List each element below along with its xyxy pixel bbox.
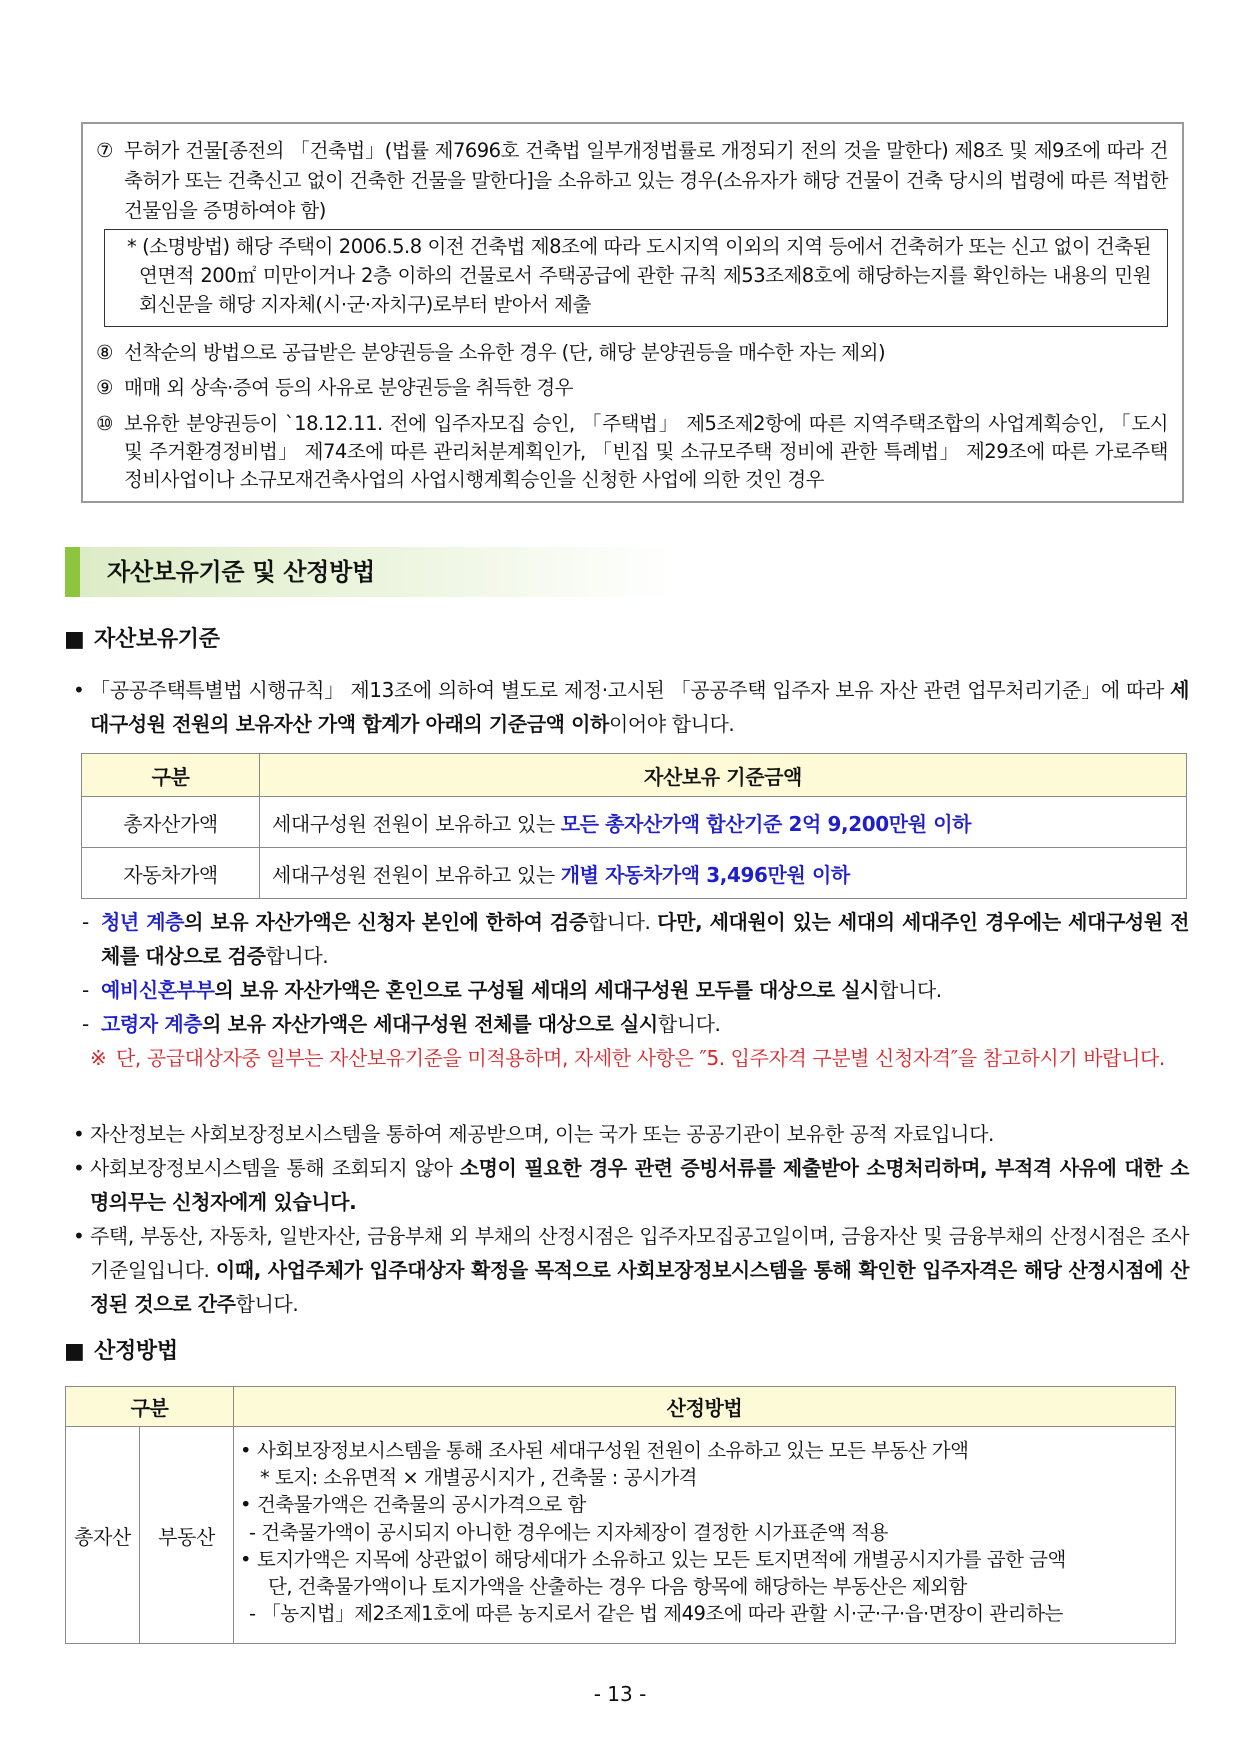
table-row (82, 797, 1187, 848)
note-text: 합니다. (879, 978, 942, 1002)
heading-text: 산정방법 (94, 1339, 178, 1364)
method-line (234, 1464, 1161, 1491)
method-line (234, 1491, 1161, 1518)
proof-method-note (104, 229, 1168, 327)
bullet-text: 자산정보는 사회보장정보시스템을 통하여 제공받으며, 이는 국가 또는 공공기관이 보유한 공적 자료입니다. (90, 1122, 994, 1146)
group-name: 고령자 계층 (101, 1012, 203, 1036)
bullet-emphasis: 소명이 필요한 경우 관련 증빙서류를 제출받아 소명처리하며, 부적격 사유에 대한 소명의무는 신청자에게 있습니다. (90, 1156, 1190, 1214)
item-number: ⑨ (96, 376, 113, 399)
method-text: - 건축물가액이 공시되지 아니한 경우에는 지자체장이 결정한 시가표준액 적용 (249, 1520, 888, 1544)
note-emphasis: 의 보유 자산가액은 신청자 본인에 한하여 검증 (184, 910, 588, 934)
intro-text-end: 이어야 합니다. (608, 712, 735, 736)
section-title: 자산보유기준 및 산정방법 (107, 558, 375, 586)
bullet-marker: • (73, 678, 85, 702)
group-name: 청년 계층 (101, 910, 185, 934)
bullet-marker: • (73, 1224, 85, 1248)
method-text: - 「농지법」제2조제1호에 따른 농지로서 같은 법 제49조에 따라 관할 시·군·구·읍·면장이 관리하는 (249, 1602, 1063, 1626)
list-item (73, 1219, 1189, 1321)
method-text: 토지가액은 지목에 상관없이 해당세대가 소유하고 있는 모든 토지면적에 개별공시지가를 곱한 금액 (257, 1547, 1066, 1571)
group-notes (73, 905, 1189, 1075)
method-line (234, 1600, 1161, 1627)
note-text: 합니다. (587, 910, 658, 934)
header-method: 산정방법 (234, 1387, 1176, 1427)
exception-item-7 (96, 136, 1168, 226)
row-value (260, 848, 1187, 899)
calculation-heading (64, 1336, 178, 1368)
item-text: 매매 외 상속·증여 등의 사유로 분양권등을 취득한 경우 (124, 376, 574, 399)
asset-criteria-table (81, 753, 1187, 899)
note-emphasis: 의 보유 자산가액은 세대구성원 전체를 대상으로 실시 (202, 1012, 658, 1036)
item-text: 선착순의 방법으로 공급받은 분양권등을 소유한 경우 (단, 해당 분양권등을 매수한 자는 제외) (124, 341, 886, 364)
remark-text: 단, 공급대상자중 일부는 자산보유기준을 미적용하며, 자세한 사항은 ″5. 입주자격 구분별 신청자격″을 참고하시기 바랍니다. (116, 1046, 1165, 1070)
method-line (234, 1437, 1161, 1464)
row-value-prefix: 세대구성원 전원이 보유하고 있는 (272, 811, 561, 836)
intro-emphasis: 세대구성원 전원의 보유자산 가액 합계가 아래의 기준금액 이하 (90, 678, 1189, 736)
note-youth (73, 905, 1189, 973)
bullet-text-end: 합니다. (235, 1292, 299, 1316)
exception-item-8 (96, 338, 1168, 368)
bullet-marker: • (73, 1122, 85, 1146)
method-text: 단, 건축물가액이나 토지가액을 산출하는 경우 다음 항목에 해당하는 부동산은 제외함 (268, 1575, 967, 1599)
square-bullet-icon: ■ (64, 627, 85, 652)
section-accent-bar (65, 547, 80, 597)
dash-marker: - (82, 910, 89, 934)
bullet-marker: • (240, 1493, 252, 1517)
row-value-amount: 개별 자동차가액 3,496만원 이하 (560, 862, 850, 887)
subcategory-cell: 부동산 (140, 1427, 234, 1644)
note-elderly (73, 1007, 1189, 1041)
page-number: - 13 - (593, 1682, 647, 1706)
heading-text: 자산보유기준 (94, 627, 220, 652)
note-text: 합니다. (265, 944, 329, 968)
bullet-emphasis: 이때, 사업주체가 입주대상자 확정을 목적으로 사회보장정보시스템을 통해 확인한 입주자격은 해당 산정시점에 산정된 것으로 간주 (90, 1258, 1189, 1316)
dash-marker: - (82, 1012, 89, 1036)
table-row (66, 1427, 1176, 1644)
method-text: 건축물가액은 건축물의 공시가격으로 함 (257, 1493, 586, 1517)
row-label: 자동차가액 (82, 848, 260, 899)
exemption-remark (73, 1041, 1189, 1075)
list-item (73, 1117, 1189, 1151)
table-header-row (82, 754, 1187, 797)
square-bullet-icon: ■ (64, 1339, 85, 1364)
bullet-marker: • (73, 1156, 85, 1180)
method-line (234, 1573, 1161, 1600)
item-text: 무허가 건물[종전의 「건축법」(법률 제7696호 건축법 일부개정법률로 개정되기 전의 것을 말한다) 제8조 및 제9조에 따라 건축허가 또는 건축신고 없이 건축한 건물을 말한다]을 소유하고 있는 경우(소유자가 해당 건물이 건축 당시의 법령에 따른 적법한 건물임을 증명하여야 함) (124, 139, 1168, 222)
header-category: 구분 (82, 754, 260, 797)
exception-items-box (81, 122, 1184, 503)
method-line (234, 1519, 1161, 1546)
asset-criteria-heading (64, 624, 220, 656)
note-text: 합니다. (657, 1012, 721, 1036)
table-header-row (66, 1387, 1176, 1427)
note-emphasis: 다만, 세대원이 있는 세대의 세대주인 경우에는 세대구성원 전체를 대상으로 검증 (101, 910, 1190, 968)
row-value (260, 797, 1187, 848)
bullet-marker: • (240, 1547, 252, 1571)
asset-info-bullets (73, 1117, 1189, 1321)
group-name: 예비신혼부부 (101, 978, 215, 1002)
item-number: ⑦ (96, 139, 113, 162)
bullet-text: 사회보장정보시스템을 통해 조회되지 않아 (90, 1156, 460, 1180)
intro-text: 「공공주택특별법 시행규칙」 제13조에 의하여 별도로 제정·고시된 「공공주택 입주자 보유 자산 관련 업무처리기준」에 따라 (90, 678, 1171, 702)
bullet-marker: • (240, 1439, 252, 1462)
table-row (82, 848, 1187, 899)
method-line (234, 1546, 1161, 1573)
item-number: ⑩ (96, 412, 113, 435)
row-label: 총자산가액 (82, 797, 260, 848)
header-threshold: 자산보유 기준금액 (260, 754, 1187, 797)
calculation-table (65, 1386, 1176, 1644)
exception-item-9 (96, 373, 1168, 403)
bullet-text: 주택, 부동산, 자동차, 일반자산, 금융부채 외 부채의 산정시점은 입주자모집공고일이며, 금융자산 및 금융부채의 산정시점은 조사기준일입니다. (90, 1224, 1189, 1282)
asset-criteria-intro (73, 673, 1189, 741)
item-text: 보유한 분양권등이 `18.12.11. 전에 입주자모집 승인, 「주택법」 제5조제2항에 따른 지역주택조합의 사업계획승인, 「도시 및 주거환경정비법」 제74조에 따른 관리처분계획인가, 「빈집 및 소규모주택 정비에 관한 특례법」 제29조에 따른 가로주택정비사업이나 소규모재건축사업의 사업시행계획승인을 신청한 사업에 의한 것인 경우 (124, 412, 1168, 491)
note-text: * (소명방법) 해당 주택이 2006.5.8 이전 건축법 제8조에 따라 도시지역 이외의 지역 등에서 건축허가 또는 신고 없이 건축된 연면적 200㎡ 미만이거나 2층 이하의 건물로서 주택공급에 관한 규칙 제53조제8호에 해당하는지를 확인하는 내용의 민원회신문을 해당 지자체(시·군·자치구)로부터 받아서 제출 (127, 235, 1151, 316)
header-category: 구분 (66, 1387, 234, 1427)
category-cell: 총자산 (66, 1427, 140, 1644)
method-cell (234, 1427, 1176, 1644)
intro-bullet (73, 673, 1189, 741)
section-header (65, 547, 674, 597)
row-value-prefix: 세대구성원 전원이 보유하고 있는 (272, 862, 561, 887)
dash-marker: - (82, 978, 89, 1002)
reference-mark-icon: ※ (90, 1046, 107, 1070)
exception-item-10 (96, 410, 1168, 494)
method-text: * 토지: 소유면적 × 개별공시지가 , 건축물 : 공시가격 (260, 1466, 697, 1490)
list-item (73, 1151, 1189, 1219)
row-value-amount: 모든 총자산가액 합산기준 2억 9,200만원 이하 (560, 811, 972, 836)
method-text: 사회보장정보시스템을 통해 조사된 세대구성원 전원이 소유하고 있는 모든 부동산 가액 (257, 1439, 969, 1462)
note-emphasis: 의 보유 자산가액은 혼인으로 구성될 세대의 세대구성원 모두를 대상으로 실시 (214, 978, 880, 1002)
item-number: ⑧ (96, 341, 113, 364)
note-prospective-newlyweds (73, 973, 1189, 1007)
